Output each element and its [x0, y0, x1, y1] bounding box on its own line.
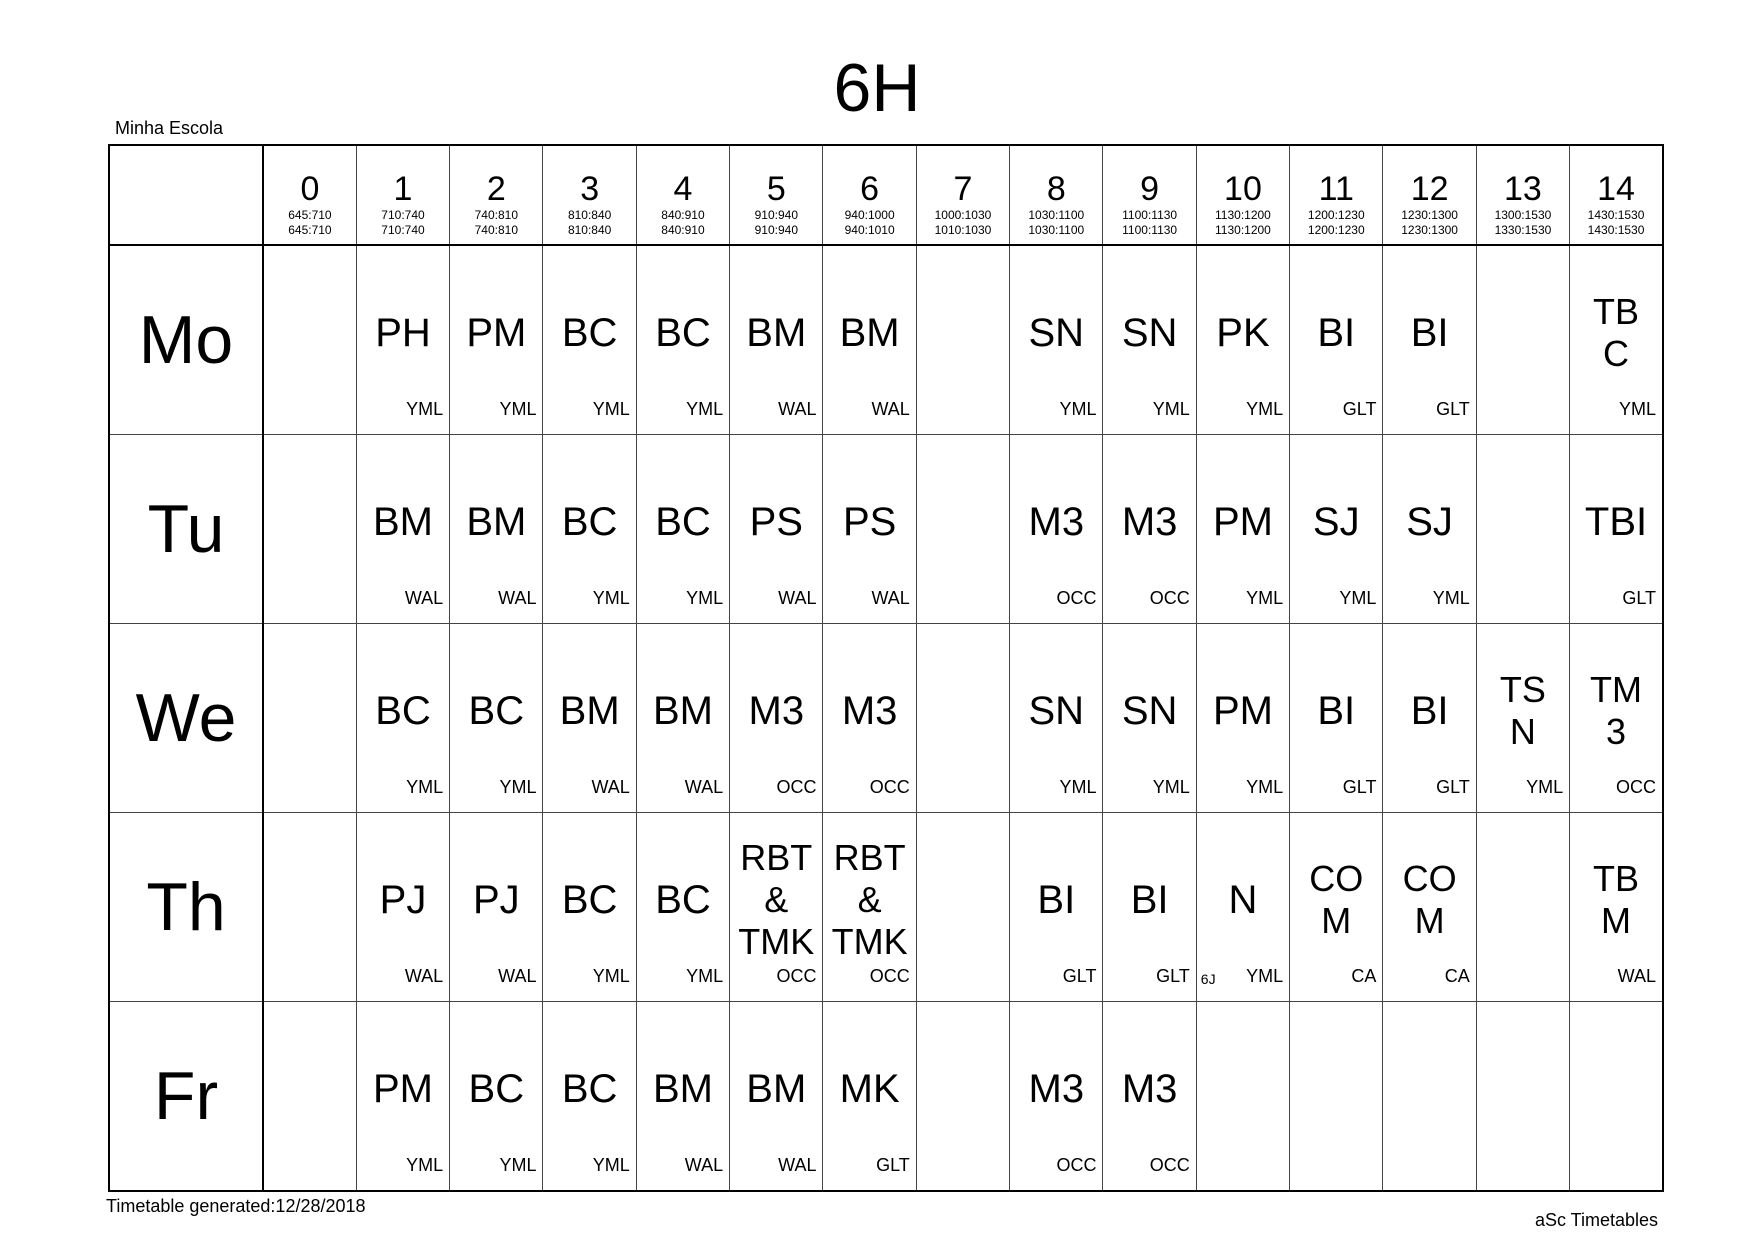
lesson-cell	[1103, 245, 1196, 434]
subject-code: M3	[1028, 1067, 1085, 1112]
period-time: 940:1000	[844, 208, 895, 222]
period-header-11	[1290, 145, 1383, 245]
period-header-1	[356, 145, 449, 245]
lesson-cell	[730, 1002, 823, 1191]
subject-code: CO M	[1309, 858, 1364, 942]
period-number: 12	[1410, 170, 1449, 208]
room-code: YML	[592, 587, 630, 608]
timetable-title: 6H	[833, 50, 921, 126]
period-number: 9	[1140, 170, 1160, 208]
lesson-cell	[636, 245, 729, 434]
period-time-alt: 1130:1200	[1215, 223, 1271, 237]
period-number: 11	[1318, 170, 1354, 208]
empty-cell	[1476, 813, 1569, 1002]
subject-code: BC	[561, 1067, 618, 1112]
room-code: WAL	[871, 587, 910, 608]
subject-code: TBI	[1584, 499, 1648, 544]
lesson-cell	[636, 1002, 729, 1191]
lesson-cell	[543, 813, 636, 1002]
room-code: WAL	[591, 777, 630, 798]
period-time: 1200:1230	[1307, 208, 1365, 222]
subject-code: PS	[749, 499, 803, 544]
empty-cell	[263, 1002, 356, 1191]
room-code: YML	[1152, 398, 1190, 419]
subject-code: TM 3	[1590, 669, 1643, 753]
room-code: WAL	[404, 966, 444, 987]
lesson-cell	[1010, 813, 1103, 1002]
subject-code: BI	[1410, 310, 1449, 355]
lesson-cell	[1383, 623, 1476, 812]
subject-code: BM	[839, 310, 900, 355]
lesson-cell	[730, 245, 823, 434]
subject-code: SN	[1028, 310, 1085, 355]
period-header-8	[1010, 145, 1103, 245]
lesson-cell	[1290, 813, 1383, 1002]
period-header-14	[1570, 145, 1663, 245]
empty-cell	[1383, 1002, 1476, 1191]
room-code: WAL	[498, 587, 537, 608]
empty-cell	[263, 623, 356, 812]
room-code: YML	[686, 398, 724, 419]
period-header-4	[636, 145, 729, 245]
period-time-alt: 1430:1530	[1587, 223, 1645, 237]
subject-code: SN	[1121, 689, 1178, 734]
room-code: YML	[499, 398, 537, 419]
period-time-alt: 840:910	[661, 223, 705, 237]
empty-cell	[263, 434, 356, 623]
room-code: GLT	[876, 1155, 910, 1175]
room-code: YML	[1246, 587, 1284, 608]
subject-code: BI	[1317, 310, 1356, 355]
period-time: 840:910	[661, 208, 705, 222]
room-code: YML	[1339, 587, 1377, 608]
room-code: WAL	[404, 587, 444, 608]
subject-code: PH	[375, 310, 431, 355]
room-code: YML	[1432, 587, 1470, 608]
lesson-cell	[356, 434, 449, 623]
subject-code: PM	[1212, 499, 1273, 544]
subject-code: SN	[1121, 310, 1178, 355]
lesson-cell	[1383, 434, 1476, 623]
room-code: YML	[686, 587, 724, 608]
room-code: OCC	[776, 777, 817, 798]
lesson-cell	[1196, 623, 1289, 812]
room-code: YML	[499, 777, 537, 798]
period-time: 1000:1030	[934, 208, 992, 222]
lesson-cell	[356, 245, 449, 434]
subject-code: BC	[468, 1067, 525, 1112]
lesson-cell	[1570, 623, 1663, 812]
subject-code: CO M	[1402, 858, 1457, 942]
period-time-alt: 740:810	[474, 223, 519, 237]
subject-code: TB C	[1593, 290, 1640, 374]
period-header-0	[263, 145, 356, 245]
lesson-cell	[1476, 623, 1569, 812]
lesson-cell	[636, 434, 729, 623]
subject-code: BM	[652, 1067, 713, 1112]
room-code: WAL	[1617, 966, 1656, 987]
subject-code: BI	[1410, 689, 1449, 734]
subject-code: M3	[1028, 499, 1085, 544]
room-code: CA	[1351, 966, 1377, 987]
lesson-cell	[450, 434, 543, 623]
empty-cell	[1476, 245, 1569, 434]
lesson-cell	[356, 813, 449, 1002]
lesson-cell	[1196, 245, 1289, 434]
period-time: 1430:1530	[1587, 208, 1645, 222]
lesson-cell	[1290, 434, 1383, 623]
subject-code: PS	[842, 499, 897, 544]
room-code: GLT	[1436, 777, 1470, 798]
subject-code: RBT & TMK	[831, 837, 908, 963]
lesson-cell	[1570, 813, 1663, 1002]
room-code: YML	[499, 1155, 537, 1175]
subject-code: BC	[655, 499, 711, 544]
period-time: 1030:1100	[1028, 208, 1085, 222]
subject-code: SJ	[1406, 499, 1453, 544]
room-code: WAL	[684, 777, 724, 798]
period-header-12	[1383, 145, 1476, 245]
subject-code: BM	[372, 499, 433, 544]
subject-code: BC	[561, 310, 618, 355]
room-code: GLT	[1156, 966, 1190, 987]
period-header-3	[543, 145, 636, 245]
lesson-cell	[543, 245, 636, 434]
lesson-cell	[450, 813, 543, 1002]
day-row-th	[109, 813, 1663, 1002]
period-time-alt: 1200:1230	[1307, 223, 1365, 237]
period-time-alt: 1030:1100	[1028, 223, 1085, 237]
period-time: 1230:1300	[1401, 208, 1458, 222]
lesson-cell	[1383, 245, 1476, 434]
lesson-cell	[356, 1002, 449, 1191]
lesson-cell	[1383, 813, 1476, 1002]
period-time: 710:740	[381, 208, 425, 222]
room-code: OCC	[1056, 587, 1097, 608]
period-time-alt: 645:710	[288, 223, 332, 237]
lesson-cell	[1103, 623, 1196, 812]
period-header-2	[450, 145, 543, 245]
day-row-mo	[109, 245, 1663, 434]
room-code: YML	[592, 398, 630, 419]
subject-code: M3	[748, 689, 805, 734]
period-number: 4	[673, 170, 693, 208]
period-time: 740:810	[474, 208, 519, 222]
lesson-cell	[1010, 434, 1103, 623]
lesson-cell	[1010, 1002, 1103, 1191]
room-code: WAL	[871, 398, 910, 419]
room-code: WAL	[498, 966, 537, 987]
period-number: 0	[300, 170, 320, 208]
room-code: GLT	[1342, 398, 1377, 419]
subject-code: PM	[466, 310, 527, 355]
lesson-cell	[823, 434, 916, 623]
lesson-cell	[730, 434, 823, 623]
lesson-cell	[730, 623, 823, 812]
period-number: 6	[860, 170, 880, 208]
lesson-cell	[450, 1002, 543, 1191]
room-code: OCC	[1149, 1155, 1190, 1175]
class-group-code: 6J	[1200, 971, 1216, 988]
room-code: WAL	[778, 587, 817, 608]
period-number: 2	[486, 170, 506, 208]
room-code: OCC	[869, 966, 910, 987]
period-number: 13	[1504, 170, 1542, 208]
period-time: 810:840	[567, 208, 612, 222]
room-code: YML	[406, 777, 444, 798]
lesson-cell	[1570, 434, 1663, 623]
day-row-we	[109, 623, 1663, 812]
room-code: OCC	[776, 966, 817, 987]
subject-code: BI	[1130, 878, 1169, 923]
day-label: Fr	[109, 1002, 263, 1191]
period-header-5	[730, 145, 823, 245]
room-code: YML	[1618, 398, 1656, 419]
room-code: OCC	[869, 777, 910, 798]
empty-cell	[916, 813, 1009, 1002]
empty-cell	[916, 1002, 1009, 1191]
lesson-cell	[823, 623, 916, 812]
subject-code: TB M	[1593, 858, 1640, 942]
period-time-alt: 1100:1130	[1122, 223, 1178, 237]
lesson-cell	[1196, 813, 1289, 1002]
room-code: OCC	[1149, 587, 1190, 608]
room-code: YML	[406, 398, 444, 419]
corner-cell	[109, 145, 263, 245]
lesson-cell	[636, 813, 729, 1002]
subject-code: M3	[1121, 499, 1178, 544]
day-label: Th	[109, 813, 263, 1002]
subject-code: BI	[1317, 689, 1356, 734]
lesson-cell	[543, 1002, 636, 1191]
school-name: Minha Escola	[115, 118, 224, 138]
room-code: GLT	[1436, 398, 1470, 419]
empty-cell	[1196, 1002, 1289, 1191]
empty-cell	[263, 245, 356, 434]
room-code: YML	[686, 966, 724, 987]
subject-code: M3	[1121, 1067, 1178, 1112]
empty-cell	[1476, 434, 1569, 623]
room-code: YML	[1059, 398, 1097, 419]
empty-cell	[916, 623, 1009, 812]
room-code: YML	[1059, 777, 1097, 798]
subject-code: RBT & TMK	[738, 837, 815, 963]
room-code: YML	[1246, 398, 1284, 419]
subject-code: BC	[561, 499, 618, 544]
lesson-cell	[1103, 1002, 1196, 1191]
subject-code: TS N	[1499, 669, 1546, 753]
period-number: 8	[1046, 170, 1066, 208]
day-row-tu	[109, 434, 1663, 623]
empty-cell	[263, 813, 356, 1002]
subject-code: SJ	[1312, 499, 1360, 544]
empty-cell	[1290, 1002, 1383, 1191]
room-code: WAL	[778, 398, 817, 419]
subject-code: BC	[375, 689, 431, 734]
subject-code: BM	[652, 689, 713, 734]
period-time-alt: 1230:1300	[1401, 223, 1458, 237]
room-code: OCC	[1056, 1155, 1097, 1175]
lesson-cell	[1010, 623, 1103, 812]
period-number: 7	[953, 170, 973, 208]
day-label: Tu	[109, 434, 263, 623]
subject-code: BC	[561, 878, 618, 923]
room-code: YML	[1152, 777, 1190, 798]
subject-code: N	[1228, 878, 1258, 923]
period-number: 10	[1224, 170, 1262, 208]
period-number: 14	[1597, 170, 1635, 208]
lesson-cell	[1103, 434, 1196, 623]
period-time-alt: 1330:1530	[1494, 223, 1552, 237]
subject-code: PJ	[472, 878, 520, 923]
lesson-cell	[1570, 245, 1663, 434]
room-code: GLT	[1342, 777, 1377, 798]
lesson-cell	[1290, 245, 1383, 434]
subject-code: BM	[746, 1067, 807, 1112]
subject-code: BC	[468, 689, 525, 734]
subject-code: M3	[841, 689, 898, 734]
room-code: YML	[406, 1155, 444, 1175]
lesson-cell	[543, 623, 636, 812]
subject-code: BC	[655, 878, 711, 923]
period-header-10	[1196, 145, 1289, 245]
subject-code: BM	[466, 499, 527, 544]
period-time-alt: 1010:1030	[934, 223, 992, 237]
empty-cell	[916, 434, 1009, 623]
period-header-9	[1103, 145, 1196, 245]
subject-code: PJ	[379, 878, 427, 923]
empty-cell	[1476, 1002, 1569, 1191]
day-row-fr	[109, 1002, 1663, 1191]
lesson-cell	[1196, 434, 1289, 623]
period-number: 1	[393, 170, 413, 208]
period-time: 1130:1200	[1215, 208, 1271, 222]
lesson-cell	[450, 245, 543, 434]
room-code: CA	[1444, 966, 1470, 987]
lesson-cell	[823, 813, 916, 1002]
lesson-cell	[823, 1002, 916, 1191]
empty-cell	[916, 245, 1009, 434]
period-time: 910:940	[754, 208, 798, 222]
timetable-grid	[108, 144, 1664, 1192]
lesson-cell	[1290, 623, 1383, 812]
subject-code: MK	[839, 1067, 900, 1112]
day-label: Mo	[109, 245, 263, 434]
subject-code: PM	[372, 1067, 433, 1112]
subject-code: BM	[746, 310, 807, 355]
period-time-alt: 710:740	[381, 223, 425, 237]
room-code: YML	[1246, 966, 1284, 987]
room-code: YML	[592, 1155, 630, 1175]
period-time-alt: 940:1010	[844, 223, 895, 237]
period-header-row	[109, 145, 1663, 245]
room-code: OCC	[1616, 777, 1656, 798]
period-time: 1100:1130	[1122, 208, 1178, 222]
period-time: 1300:1530	[1494, 208, 1552, 222]
lesson-cell	[356, 623, 449, 812]
subject-code: BC	[655, 310, 711, 355]
room-code: YML	[1526, 777, 1564, 798]
empty-cell	[1570, 1002, 1663, 1191]
room-code: YML	[592, 966, 630, 987]
lesson-cell	[543, 434, 636, 623]
room-code: YML	[1246, 777, 1284, 798]
brand-label: aSc Timetables	[1534, 1210, 1658, 1230]
subject-code: BI	[1037, 878, 1076, 923]
period-time-alt: 810:840	[567, 223, 612, 237]
generated-date: Timetable generated:12/28/2018	[106, 1196, 366, 1216]
room-code: GLT	[1062, 966, 1097, 987]
period-time-alt: 910:940	[754, 223, 798, 237]
subject-code: PK	[1216, 310, 1270, 355]
subject-code: SN	[1028, 689, 1085, 734]
room-code: WAL	[684, 1155, 724, 1175]
lesson-cell	[823, 245, 916, 434]
lesson-cell	[730, 813, 823, 1002]
subject-code: PM	[1212, 689, 1273, 734]
period-number: 3	[580, 170, 600, 208]
lesson-cell	[450, 623, 543, 812]
period-header-13	[1476, 145, 1569, 245]
room-code: GLT	[1622, 587, 1656, 608]
day-label: We	[109, 623, 263, 812]
period-header-7	[916, 145, 1009, 245]
room-code: WAL	[778, 1155, 817, 1175]
period-time: 645:710	[288, 208, 332, 222]
period-header-6	[823, 145, 916, 245]
subject-code: BM	[559, 689, 620, 734]
period-number: 5	[766, 170, 786, 208]
lesson-cell	[1010, 245, 1103, 434]
lesson-cell	[1103, 813, 1196, 1002]
lesson-cell	[636, 623, 729, 812]
